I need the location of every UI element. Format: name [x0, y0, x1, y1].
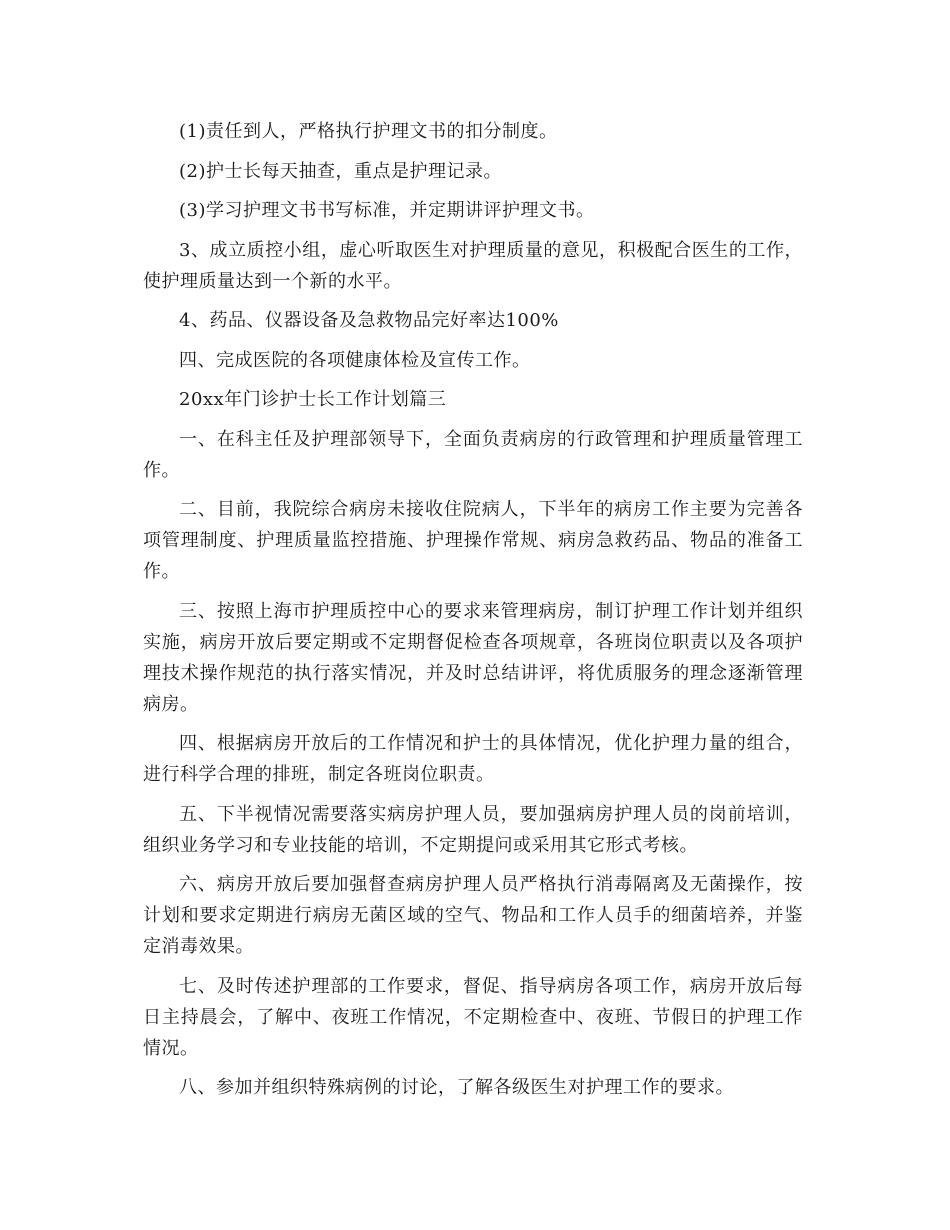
paragraph-item-9: 二、目前，我院综合病房未接收住院病人，下半年的病房工作主要为完善各项管理制度、护理质量监控措施、护理操作常规、病房急救药品、物品的准备工作。 — [143, 499, 803, 582]
paragraph-item-8: 一、在科主任及护理部领导下，全面负责病房的行政管理和护理质量管理工作。 — [143, 428, 803, 481]
paragraph-item-13: 六、病房开放后要加强督查病房护理人员严格执行消毒隔离及无菌操作，按计划和要求定期进行病房无菌区域的空气、物品和工作人员手的细菌培养，并鉴定消毒效果。 — [143, 874, 803, 957]
paragraph-item-4: 3、成立质控小组，虚心听取医生对护理质量的意见，积极配合医生的工作，使护理质量达到一个新的水平。 — [143, 239, 803, 292]
paragraph-item-12: 五、下半视情况需要落实病房护理人员，要加强病房护理人员的岗前培训，组织业务学习和专业技能的培训，不定期提问或采用其它形式考核。 — [143, 803, 803, 856]
section-heading: 20xx年门诊护士长工作计划篇三 — [179, 389, 447, 410]
paragraph-item-11: 四、根据病房开放后的工作情况和护士的具体情况，优化护理力量的组合，进行科学合理的排班，制定各班岗位职责。 — [143, 733, 803, 785]
paragraph-item-10: 三、按照上海市护理质控中心的要求来管理病房，制订护理工作计划并组织实施，病房开放后要定期或不定期督促检查各项规章，各班岗位职责以及各项护理技术操作规范的执行落实情况，并及时总结讲评，将优质服务的理念逐渐管理病房。 — [143, 600, 803, 715]
paragraph-item-5: 4、药品、仪器设备及急救物品完好率达100% — [179, 310, 559, 331]
paragraph-item-15: 八、参加并组织特殊病例的讨论，了解各级医生对护理工作的要求。 — [179, 1077, 734, 1098]
paragraph-item-14: 七、及时传述护理部的工作要求，督促、指导病房各项工作，病房开放后每日主持晨会，了解中、夜班工作情况，不定期检查中、夜班、节假日的护理工作情况。 — [143, 975, 803, 1059]
paragraph-item-3: (3)学习护理文书书写标准，并定期讲评护理文书。 — [179, 200, 595, 221]
paragraph-item-6: 四、完成医院的各项健康体检及宣传工作。 — [179, 349, 531, 371]
paragraph-item-1: (1)责任到人，严格执行护理文书的扣分制度。 — [179, 121, 558, 142]
paragraph-item-2: (2)护士长每天抽查，重点是护理记录。 — [179, 160, 502, 182]
document-body — [143, 116, 803, 1112]
